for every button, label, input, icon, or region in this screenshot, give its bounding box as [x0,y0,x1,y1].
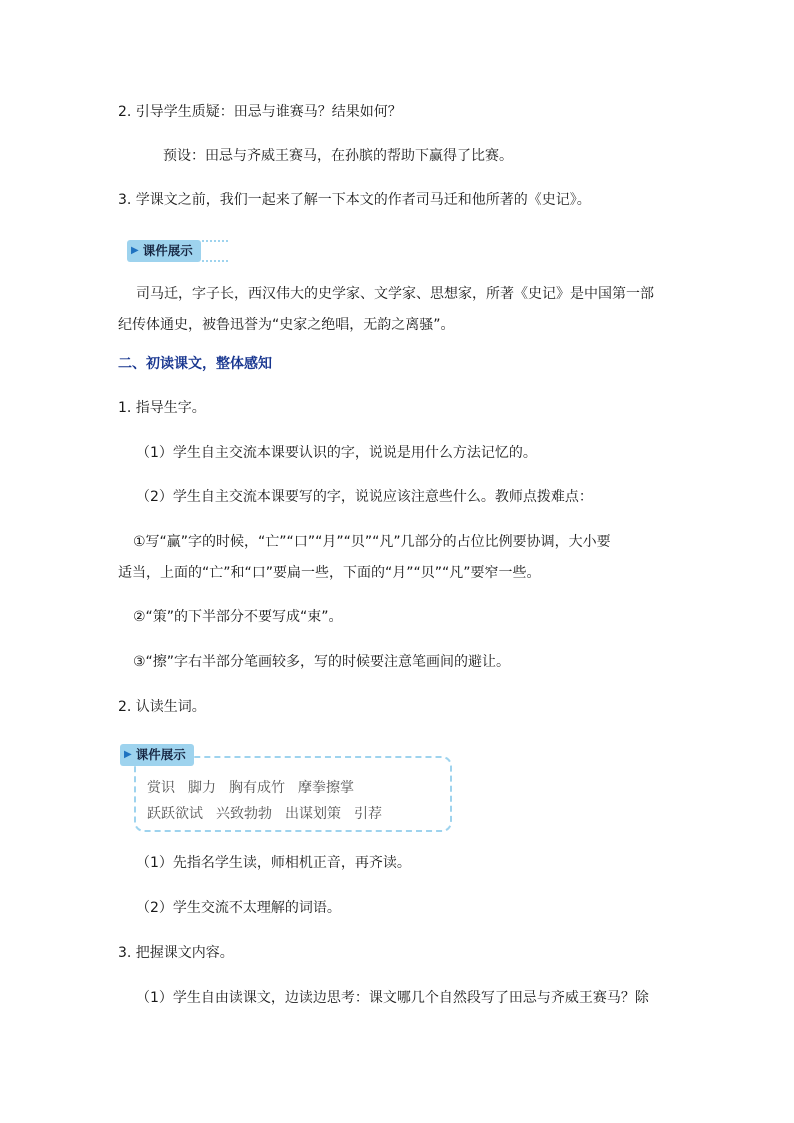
paragraph-line: 1. 指导生字。 [118,400,206,416]
vocab-word: 出谋划策 [285,806,341,822]
badge-label: 课件展示 [135,747,186,762]
paragraph-line: 3. 学课文之前，我们一起来了解一下本文的作者司马迁和他所著的《史记》。 [118,192,591,208]
paragraph-line: 司马迁，字子长，西汉伟大的史学家、文学家、思想家，所著《史记》是中国第一部 [136,286,654,302]
play-arrow-icon: ▶ [131,245,139,256]
vocab-word: 胸有成竹 [229,780,285,796]
vocab-word: 赏识 [147,780,175,796]
paragraph-line: （1）学生自主交流本课要认识的字，说说是用什么方法记忆的。 [136,445,537,461]
badge-label: 课件展示 [142,243,193,258]
paragraph-line: 预设：田忌与齐威王赛马，在孙膑的帮助下赢得了比赛。 [163,148,513,164]
paragraph-line: （2）学生自主交流本课要写的字，说说应该注意些什么。教师点拨难点： [136,489,593,505]
paragraph-line: （1）先指名学生读，师相机正音，再齐读。 [136,855,411,871]
paragraph-line: 纪传体通史，被鲁迅誉为“史家之绝唱，无韵之离骚”。 [118,317,455,333]
vocab-row [147,777,367,797]
play-arrow-icon: ▶ [124,749,132,760]
paragraph-line: ②“策”的下半部分不要写成“束”。 [133,609,343,625]
vocab-word: 引荐 [354,806,382,822]
badge [120,744,194,766]
badge-tail [202,240,228,262]
paragraph-line: （1）学生自由读课文，边读边思考：课文哪几个自然段写了田忌与齐威王赛马？除 [136,990,649,1006]
paragraph-line: 适当，上面的“亡”和“口”要扁一些，下面的“月”“贝”“凡”要窄一些。 [118,565,541,581]
section-heading: 二、初读课文，整体感知 [118,356,272,372]
paragraph-line: 2. 引导学生质疑：田忌与谁赛马？结果如何？ [118,104,402,120]
vocab-word: 兴致勃勃 [216,806,272,822]
vocab-row [147,803,395,823]
paragraph-line: 2. 认读生词。 [118,699,206,715]
vocab-word: 摩拳擦掌 [298,780,354,796]
paragraph-line: 3. 把握课文内容。 [118,945,234,961]
vocab-word: 脚力 [188,780,216,796]
paragraph-line: ①写“赢”字的时候，“亡”“口”“月”“贝”“凡”几部分的占位比例要协调，大小要 [133,534,611,550]
badge [127,240,201,262]
vocab-word: 跃跃欲试 [147,806,203,822]
paragraph-line: （2）学生交流不太理解的词语。 [136,900,341,916]
paragraph-line: ③“擦”字右半部分笔画较多，写的时候要注意笔画间的避让。 [133,654,511,670]
